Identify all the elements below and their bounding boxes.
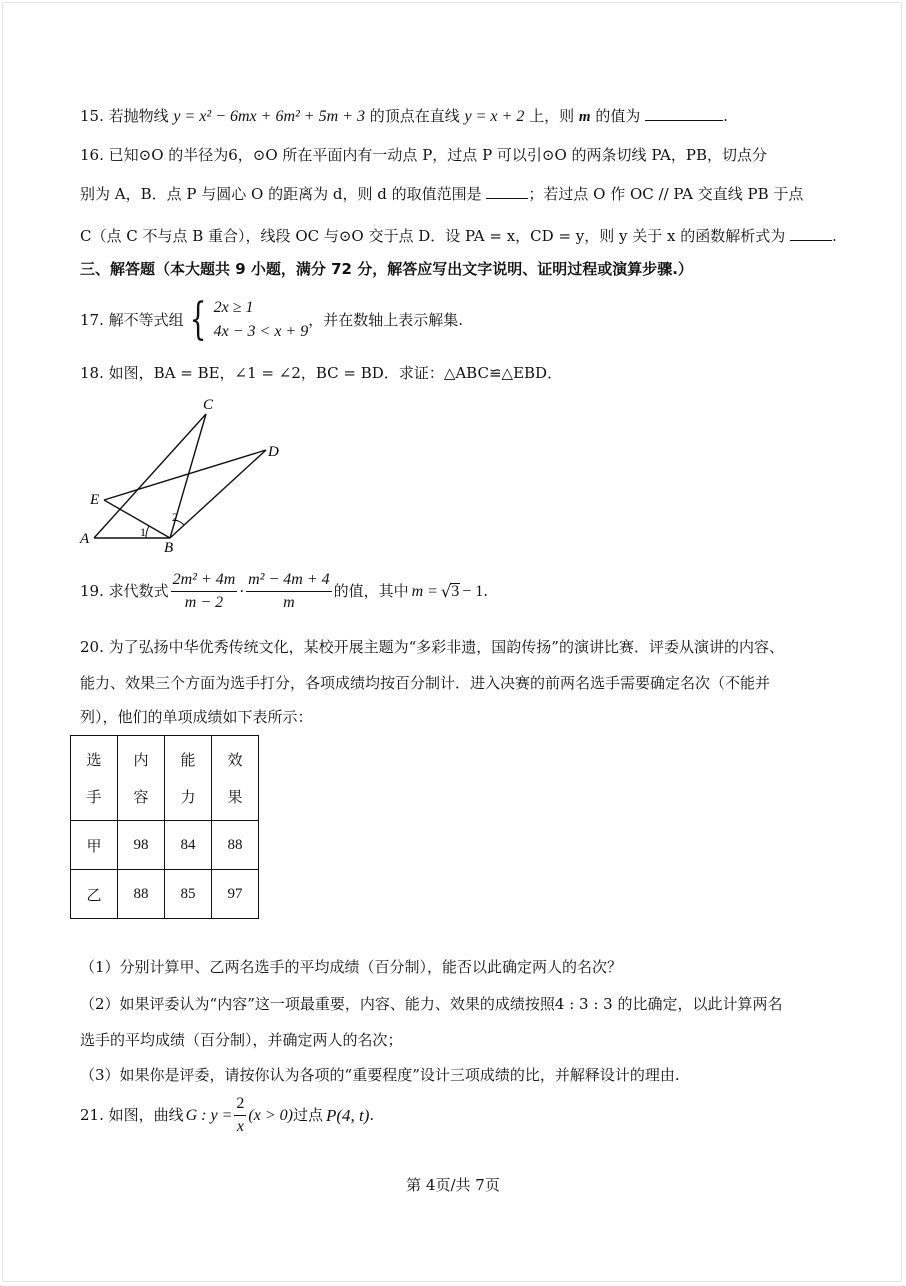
inequality-1: 2x ≥ 1 (213, 299, 254, 316)
q16-line-1: 16. 已知⊙O 的半径为6，⊙O 所在平面内有一动点 P，过点 P 可以引⊙O 的两条切线 PA，PB，切点分 (80, 146, 767, 164)
question-18: 18. 如图，BA = BE，∠1 = ∠2，BC = BD．求证：△ABC≌△EBD． (80, 364, 563, 382)
table-row (71, 870, 259, 919)
inequality-system (184, 296, 309, 344)
header-cell: 内 容 (118, 736, 165, 821)
sqrt-sign: √ (440, 581, 452, 601)
q16-line-2-text: 别为 A，B．点 P 与圆心 O 的距离为 d，则 d 的取值范围是 (80, 185, 482, 203)
q16-line-3-text: C（点 C 不与点 B 重合），线段 OC 与⊙O 交于点 D．设 PA = x，CD = y，则 y 关于 x 的函数解析式为 (80, 227, 786, 245)
q19-prefix: 19. 求代数式 (80, 582, 169, 600)
segment-ed (104, 450, 266, 500)
segment-bd (170, 450, 266, 538)
score-cell: 97 (212, 870, 259, 919)
score-cell: 88 (212, 821, 259, 870)
q20-line-2: 能力、效果三个方面为选手打分，各项成绩均按百分制计．进入决赛的前两名选手需要确定名次（不能并 (80, 674, 771, 692)
q21-fraction-denominator: x (236, 1118, 244, 1135)
label-e: E (90, 492, 100, 508)
geometry-figure (76, 392, 296, 554)
q16-line-2b-text: ；若过点 O 作 OC // PA 交直线 PB 于点 (528, 185, 804, 203)
score-cell: 85 (165, 870, 212, 919)
label-c: C (203, 397, 214, 413)
q16-answer-blank-2[interactable] (790, 226, 832, 241)
fraction-1 (171, 572, 238, 611)
q16-answer-blank-1[interactable] (486, 184, 528, 199)
q21-fraction (234, 1096, 246, 1135)
table-header-row (71, 736, 259, 821)
q17-suffix: ，并在数轴上表示解集. (308, 310, 463, 329)
question-21 (80, 1096, 374, 1135)
q20-sub-1: （1）分别计算甲、乙两名选手的平均成绩（百分制），能否以此确定两人的名次？ (80, 958, 623, 976)
question-17 (80, 296, 463, 344)
table-row (71, 821, 259, 870)
player-name-cell: 乙 (71, 870, 118, 919)
label-a: A (80, 531, 90, 547)
header-cell: 效 果 (212, 736, 259, 821)
multiply-dot: · (239, 582, 245, 600)
angle-1-arc (146, 526, 149, 538)
header-cell: 选 手 (71, 736, 118, 821)
q15-middle: 的顶点在直线 (369, 107, 460, 125)
section-3-title: 三、解答题（本大题共 9 小题，满分 72 分，解答应写出文字说明、证明过程或演算步骤.） (80, 260, 693, 278)
q15-end: 的值为 (595, 107, 641, 125)
q15-equation: y = x² − 6mx + 6m² + 5m + 3 (173, 108, 365, 125)
segment-ac (94, 414, 206, 538)
q21-point: P(4, t) (325, 1106, 370, 1125)
q21-prefix: 21. 如图，曲线 (80, 1106, 184, 1124)
question-15 (80, 106, 728, 125)
segment-eb (104, 500, 170, 538)
q21-middle: 过点 (292, 1106, 323, 1124)
q21-condition: (x > 0) (248, 1106, 293, 1124)
q15-var: m (578, 109, 591, 125)
q15-period: . (723, 107, 728, 125)
q15-prefix: 15. 若抛物线 (80, 107, 169, 125)
q15-suffix: 上，则 (529, 107, 575, 125)
q21-curve: G : y = (185, 1106, 233, 1124)
q20-line-1: 20. 为了弘扬中华优秀传统文化，某校开展主题为“多彩非遗，国韵传扬”的演讲比赛．评委从演讲的内容、 (80, 638, 784, 656)
label-d: D (268, 444, 279, 460)
angle-1-label: 1 (140, 525, 146, 539)
q15-line-equation: y = x + 2 (464, 108, 525, 125)
q20-sub-2a: （2）如果评委认为“内容”这一项最重要，内容、能力、效果的成绩按照4 : 3 : 3 的比确定，以此计算两名 (80, 995, 783, 1013)
fraction-1-denominator: m − 2 (184, 594, 224, 611)
scores-table (70, 735, 259, 919)
inequality-2: 4x − 3 < x + 9 (213, 323, 309, 340)
q15-answer-blank[interactable] (645, 106, 723, 121)
q19-m-tail: − 1 (462, 582, 484, 600)
page-number-footer: 第 4页/共 7页 (406, 1176, 500, 1194)
angle-2-label: 2 (172, 510, 178, 524)
score-cell: 88 (118, 870, 165, 919)
q20-line-3: 列），他们的单项成绩如下表所示： (80, 708, 313, 726)
score-cell: 84 (165, 821, 212, 870)
fraction-1-numerator: 2m² + 4m (171, 572, 238, 592)
player-name-cell: 甲 (71, 821, 118, 870)
brace-symbol: { (189, 294, 207, 345)
q19-period: . (483, 582, 488, 600)
q16-line-3 (80, 226, 837, 244)
q21-period: . (369, 1106, 375, 1124)
q19-m-eq: m = (411, 582, 438, 600)
q17-prefix: 17. 解不等式组 (80, 310, 184, 329)
question-19 (80, 572, 488, 611)
label-b: B (164, 540, 174, 554)
fraction-2 (246, 572, 332, 611)
q20-sub-3: （3）如果你是评委，请按你认为各项的“重要程度”设计三项成绩的比，并解释设计的理由. (80, 1066, 680, 1084)
header-cell: 能 力 (165, 736, 212, 821)
fraction-2-denominator: m (283, 594, 295, 611)
sqrt-argument: 3 (451, 583, 460, 600)
q16-line-2 (80, 184, 803, 202)
q20-sub-2b: 选手的平均成绩（百分制），并确定两人的名次； (80, 1031, 403, 1049)
q21-fraction-numerator: 2 (234, 1096, 246, 1116)
score-cell: 98 (118, 821, 165, 870)
fraction-2-numerator: m² − 4m + 4 (246, 572, 332, 592)
q19-middle: 的值，其中 (333, 582, 409, 600)
q16-period: . (832, 227, 837, 245)
